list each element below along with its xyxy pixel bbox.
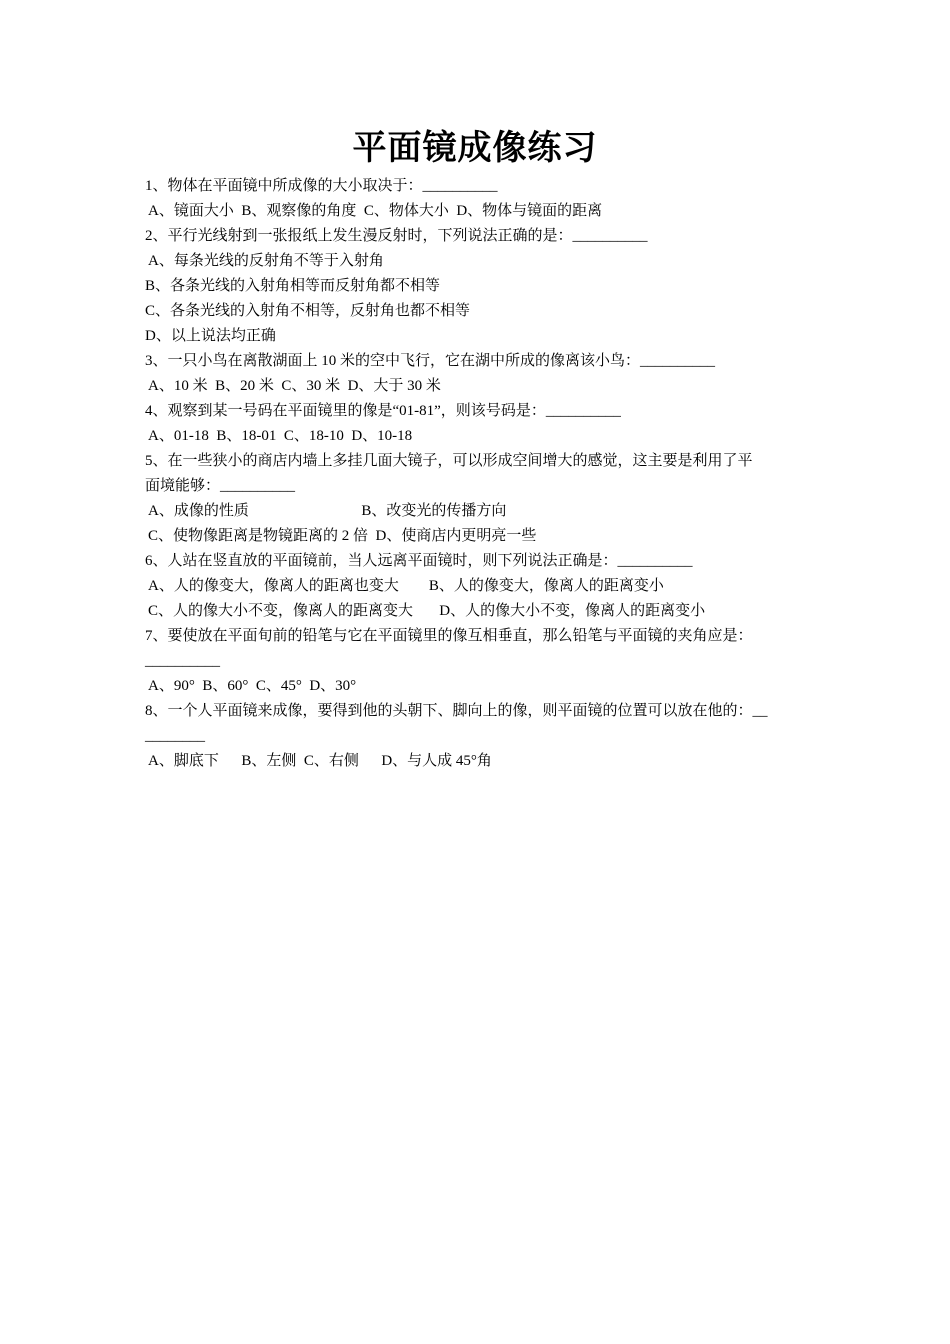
option-line: A、每条光线的反射角不等于入射角 [148, 253, 384, 269]
option-line: A、成像的性质 B、改变光的传播方向 [148, 503, 507, 519]
option-line: B、各条光线的入射角相等而反射角都不相等 [145, 278, 441, 294]
option-line: C、使物像距离是物镜距离的 2 倍 D、使商店内更明亮一些 [148, 528, 537, 544]
question-line: 8、一个人平面镜来成像，要得到他的头朝下、脚向上的像，则平面镜的位置可以放在他的：__ [145, 703, 768, 719]
question-line: 7、要使放在平面旬前的铅笔与它在平面镜里的像互相垂直，那么铅笔与平面镜的夹角应是： [145, 628, 753, 644]
question-line: 面境能够：__________ [145, 478, 296, 494]
option-line: A、10 米 B、20 米 C、30 米 D、大于 30 米 [148, 378, 441, 394]
question-line: __________ [145, 653, 220, 669]
option-line: A、90° B、60° C、45° D、30° [148, 678, 357, 694]
option-line: A、人的像变大，像离人的距离也变大 B、人的像变大，像离人的距离变小 [148, 578, 664, 594]
option-line: A、镜面大小 B、观察像的角度 C、物体大小 D、物体与镜面的距离 [148, 203, 603, 219]
question-list [145, 174, 810, 774]
option-line: C、各条光线的入射角不相等，反射角也都不相等 [145, 303, 471, 319]
question-line: 5、在一些狭小的商店内墙上多挂几面大镜子，可以形成空间增大的感觉，这主要是利用了平 [145, 453, 753, 469]
page-title: 平面镜成像练习 [352, 128, 598, 168]
option-line: A、01-18 B、18-01 C、18-10 D、10-18 [148, 428, 413, 444]
question-line: 6、人站在竖直放的平面镜前，当人远离平面镜时，则下列说法正确是：__________ [145, 553, 693, 569]
option-line: A、脚底下 B、左侧 C、右侧 D、与人成 45°角 [148, 753, 492, 769]
option-line: D、以上说法均正确 [145, 328, 276, 344]
question-line: ________ [145, 728, 205, 744]
option-line: C、人的像大小不变，像离人的距离变大 D、人的像大小不变，像离人的距离变小 [148, 603, 706, 619]
question-line: 4、观察到某一号码在平面镜里的像是“01-81”，则该号码是：__________ [145, 403, 621, 419]
question-line: 1、物体在平面镜中所成像的大小取决于：__________ [145, 178, 498, 194]
question-line: 3、一只小鸟在离散湖面上 10 米的空中飞行，它在湖中所成的像离该小鸟：__________ [145, 353, 716, 369]
question-line: 2、平行光线射到一张报纸上发生漫反射时，下列说法正确的是：__________ [145, 228, 648, 244]
